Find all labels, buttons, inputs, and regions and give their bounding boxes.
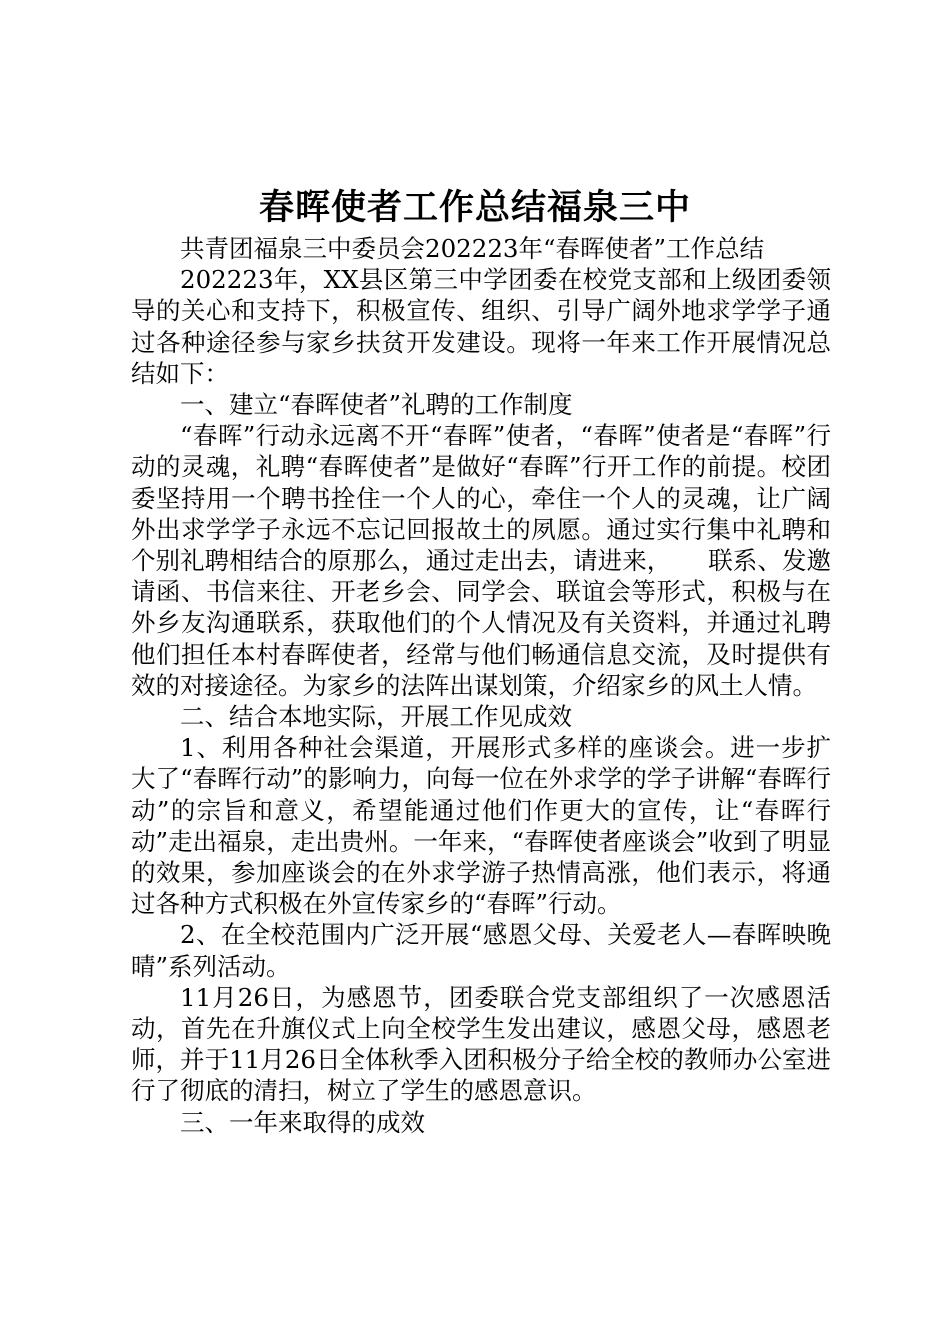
paragraph-heading-line: 共青团福泉三中委员会202223年“春晖使者”工作总结 [180,234,765,263]
document-title: 春晖使者工作总结福泉三中 [258,187,691,228]
section-heading-1: 一、建立“春晖使者”礼聘的工作制度 [180,390,573,420]
document-body [131,233,831,1138]
paragraph-item-1: 1、利用各种社会渠道，开展形式多样的座谈会。进一步扩大了“春晖行动”的影响力，向每一位在外求学的学子讲解“春晖行动”的宗旨和意义，希望能通过他们作更大的宣传，让“春晖行动”走出福泉，走出贵州。一年来，“春晖使者座谈会”收到了明显的效果，参加座谈会的在外求学游子热情高涨，他们表示，将通过各种方式积极在外宣传家乡的“春晖”行动。 [131,733,831,919]
paragraph-intro: 202223年，XX县区第三中学团委在校党支部和上级团委领导的关心和支持下，积极宣传、组织、引导广阔外地求学学子通过各种途径参与家乡扶贫开发建设。现将一年来工作开展情况总结如下： [131,265,831,388]
paragraph-nov-26: 11月26日，为感恩节，团委联合党支部组织了一次感恩活动，首先在升旗仪式上向全校学生发出建议，感恩父母，感恩老师，并于11月26日全体秋季入团积极分子给全校的教师办公室进行了彻底的清扫，树立了学生的感恩意识。 [131,982,831,1106]
paragraph-item-2: 2、在全校范围内广泛开展“感恩父母、关爱老人—春晖映晚晴”系列活动。 [131,920,831,981]
section-heading-3: 三、一年来取得的成效 [180,1107,425,1137]
paragraph-section-1: “春晖”行动永远离不开“春晖”使者，“春晖”使者是“春晖”行动的灵魂，礼聘“春晖使者”是做好“春晖”行开工作的前提。校团委坚持用一个聘书拴住一个人的心，牵住一个人的灵魂，让广阔外出求学学子永远不忘记回报故土的夙愿。通过实行集中礼聘和个别礼聘相结合的原那么，通过走出去，请进来， 联系、发邀请函、书信来往、开老乡会、同学会、联谊会等形式，积极与在外乡友沟通联系，获取他们的个人情况及有关资料，并通过礼聘他们担任本村春晖使者，经常与他们畅通信息交流，及时提供有效的对接途径。为家乡的法阵出谋划策，介绍家乡的风土人情。 [131,421,831,700]
section-heading-2: 二、结合本地实际，开展工作见成效 [180,702,572,732]
